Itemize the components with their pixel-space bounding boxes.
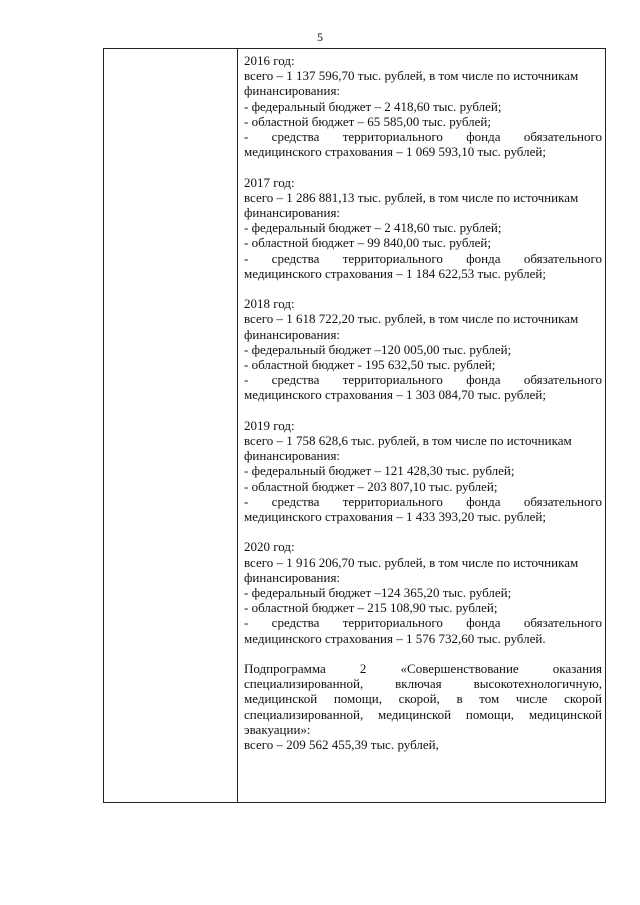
total-line: всего – 1 137 596,70 тыс. рублей, в том числе по источникам — [244, 68, 579, 84]
year-block-2017 — [244, 175, 602, 281]
regional-budget-line: - областной бюджет – 203 807,10 тыс. рублей; — [244, 478, 498, 494]
year-heading: 2019 год: — [244, 417, 295, 433]
subprogram-title-line: Подпрограмма 2 «Совершенствование оказания — [244, 661, 602, 677]
year-block-2016 — [244, 53, 602, 159]
year-heading: 2016 год: — [244, 53, 295, 68]
tfoms-amount-line: медицинского страхования – 1 576 732,60 тыс. рублей. — [244, 630, 546, 646]
year-block-2018 — [244, 296, 602, 402]
subprogram-total-line: всего – 209 562 455,39 тыс. рублей, — [244, 737, 439, 753]
tfoms-line: - средства территориального фонда обязательного — [244, 615, 602, 631]
federal-budget-line: - федеральный бюджет –124 365,20 тыс. рублей; — [244, 585, 512, 601]
federal-budget-line: - федеральный бюджет –120 005,00 тыс. рублей; — [244, 341, 512, 357]
financing-label: финансирования: — [244, 448, 341, 464]
funding-table — [103, 48, 606, 803]
subprogram-2-block — [244, 661, 602, 752]
financing-label: финансирования: — [244, 326, 341, 342]
year-heading: 2018 год: — [244, 296, 295, 312]
table-left-cell — [104, 49, 238, 802]
financing-label: финансирования: — [244, 83, 341, 99]
page-number: 5 — [317, 30, 323, 44]
regional-budget-line: - областной бюджет – 65 585,00 тыс. рублей; — [244, 113, 491, 129]
year-heading: 2020 год: — [244, 539, 295, 555]
tfoms-amount-line: медицинского страхования – 1 433 393,20 тыс. рублей; — [244, 509, 546, 525]
subprogram-title-line: специализированной, медицинской помощи, медицинской — [244, 706, 602, 722]
subprogram-title-line: медицинской помощи, скорой, в том числе скорой — [244, 691, 602, 707]
year-heading: 2017 год: — [244, 174, 295, 190]
total-line: всего – 1 916 206,70 тыс. рублей, в том числе по источникам — [244, 554, 579, 570]
tfoms-amount-line: медицинского страхования – 1 069 593,10 тыс. рублей; — [244, 144, 546, 160]
federal-budget-line: - федеральный бюджет – 2 418,60 тыс. рублей; — [244, 98, 502, 114]
federal-budget-line: - федеральный бюджет – 121 428,30 тыс. рублей; — [244, 463, 515, 479]
regional-budget-line: - областной бюджет - 195 632,50 тыс. рублей; — [244, 357, 496, 373]
year-block-2019 — [244, 418, 602, 524]
federal-budget-line: - федеральный бюджет – 2 418,60 тыс. рублей; — [244, 220, 502, 236]
subprogram-title-line: эвакуации»: — [244, 721, 311, 737]
total-line: всего – 1 618 722,20 тыс. рублей, в том числе по источникам — [244, 311, 579, 327]
financing-label: финансирования: — [244, 205, 341, 221]
tfoms-line: - средства территориального фонда обязательного — [244, 129, 602, 145]
subprogram-title-line: специализированной, включая высокотехнологичную, — [244, 676, 602, 692]
regional-budget-line: - областной бюджет – 215 108,90 тыс. рублей; — [244, 600, 498, 616]
total-line: всего – 1 758 628,6 тыс. рублей, в том числе по источникам — [244, 433, 572, 449]
financing-label: финансирования: — [244, 569, 341, 585]
tfoms-line: - средства территориального фонда обязательного — [244, 372, 602, 388]
total-line: всего – 1 286 881,13 тыс. рублей, в том числе по источникам — [244, 189, 579, 205]
tfoms-amount-line: медицинского страхования – 1 184 622,53 тыс. рублей; — [244, 265, 546, 281]
tfoms-line: - средства территориального фонда обязательного — [244, 493, 602, 509]
year-block-2020 — [244, 539, 602, 645]
tfoms-line: - средства территориального фонда обязательного — [244, 250, 602, 266]
table-right-cell — [238, 49, 605, 752]
tfoms-amount-line: медицинского страхования – 1 303 084,70 тыс. рублей; — [244, 387, 546, 403]
regional-budget-line: - областной бюджет – 99 840,00 тыс. рублей; — [244, 235, 491, 251]
